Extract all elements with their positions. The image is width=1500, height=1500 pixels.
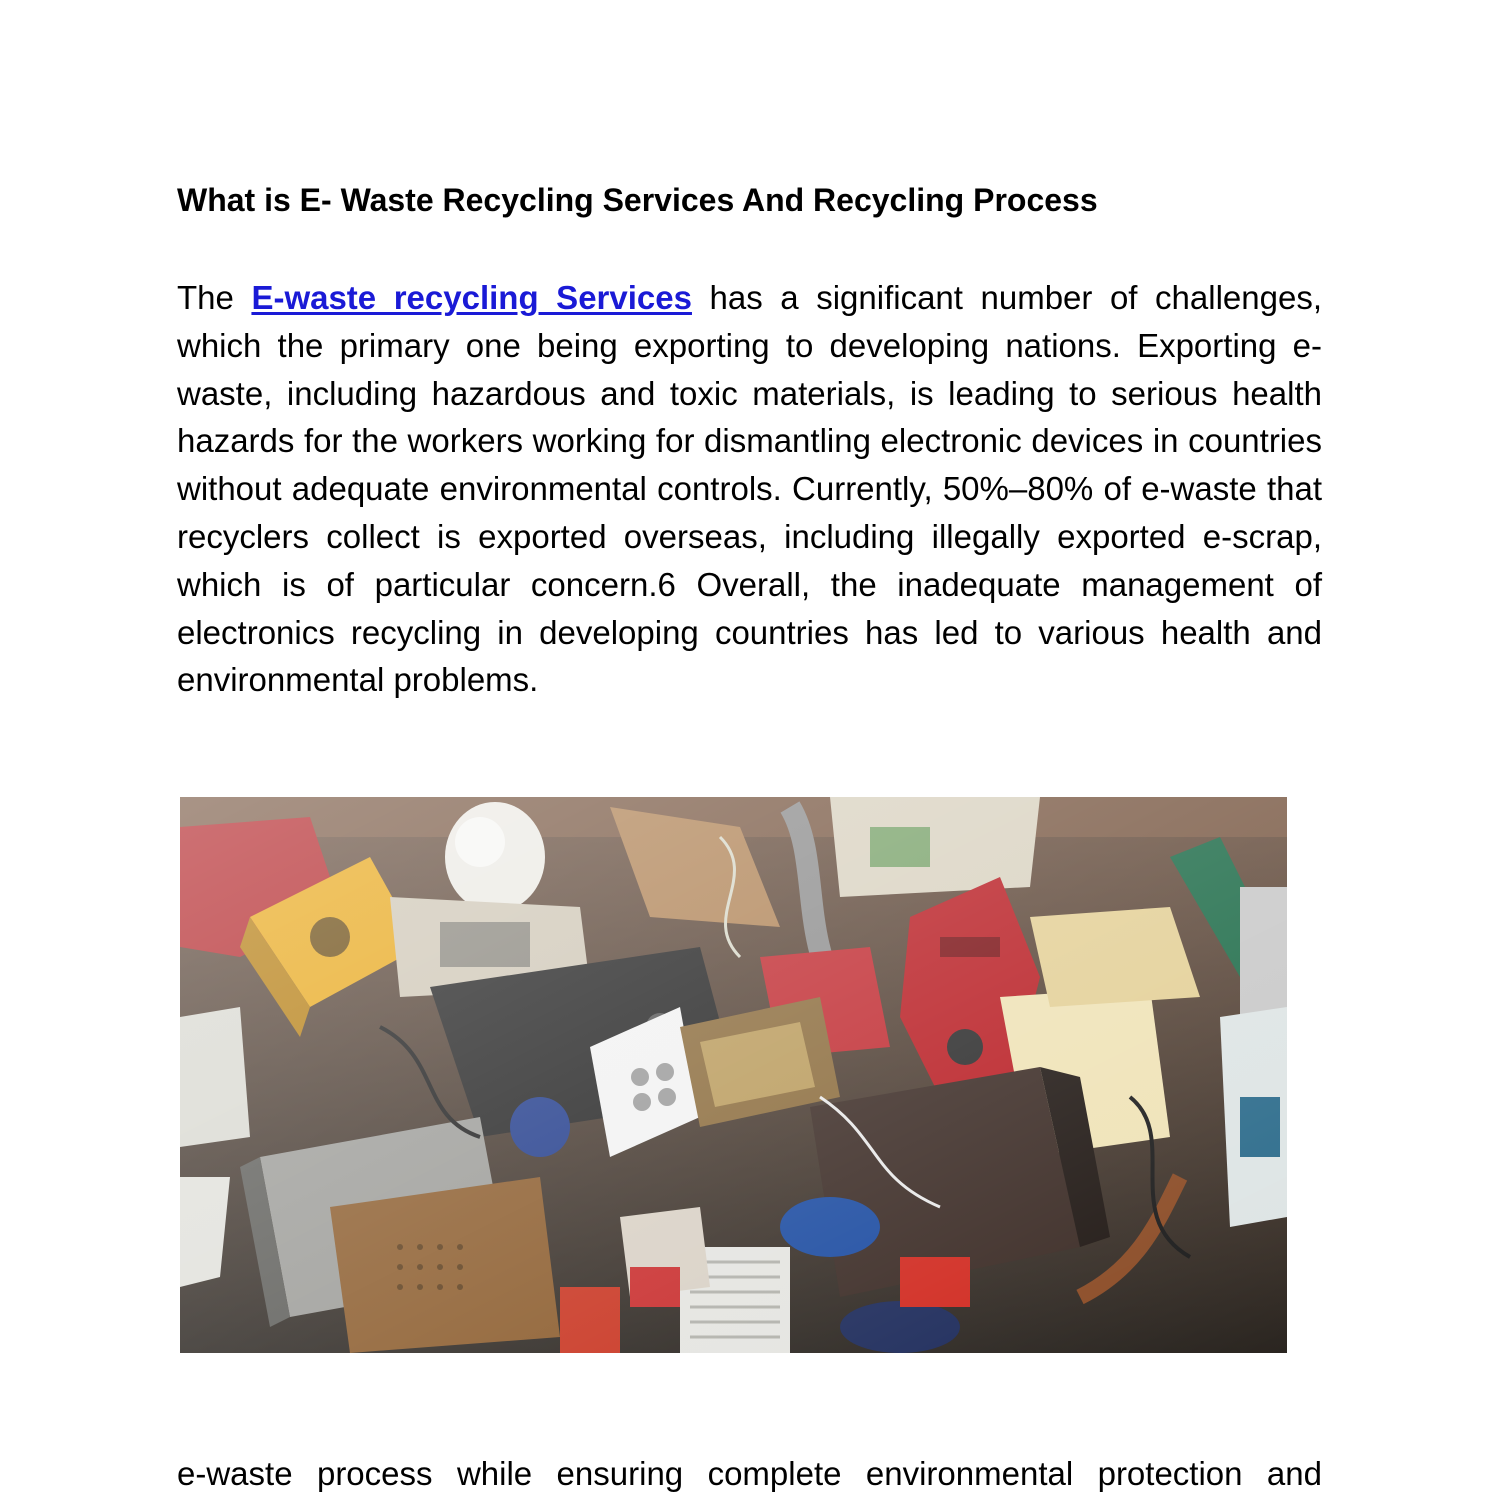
e-waste-pile-photo bbox=[180, 797, 1287, 1353]
e-waste-services-link[interactable]: E-waste recycling Services bbox=[251, 279, 692, 316]
continued-paragraph: e-waste process while ensuring complete environmental protection and bbox=[177, 1455, 1322, 1492]
body-paragraph bbox=[177, 274, 1322, 704]
page-title: What is E- Waste Recycling Services And Recycling Process bbox=[177, 182, 1098, 218]
paragraph-body: has a significant number of challenges, which the primary one being exporting to developing nations. Exporting e-waste, including hazardous and toxic materials, is leading to serious health hazards for the workers working for dismantling electronic devices in countries without adequate environmental controls. Currently, 50%–80% of e-waste that recyclers collect is exported overseas, including illegally exported e-scrap, which is of particular concern.6 Overall, the inadequate management of electronics recycling in developing countries has led to various health and environmental problems. bbox=[177, 279, 1322, 699]
paragraph-intro: The bbox=[177, 279, 252, 316]
